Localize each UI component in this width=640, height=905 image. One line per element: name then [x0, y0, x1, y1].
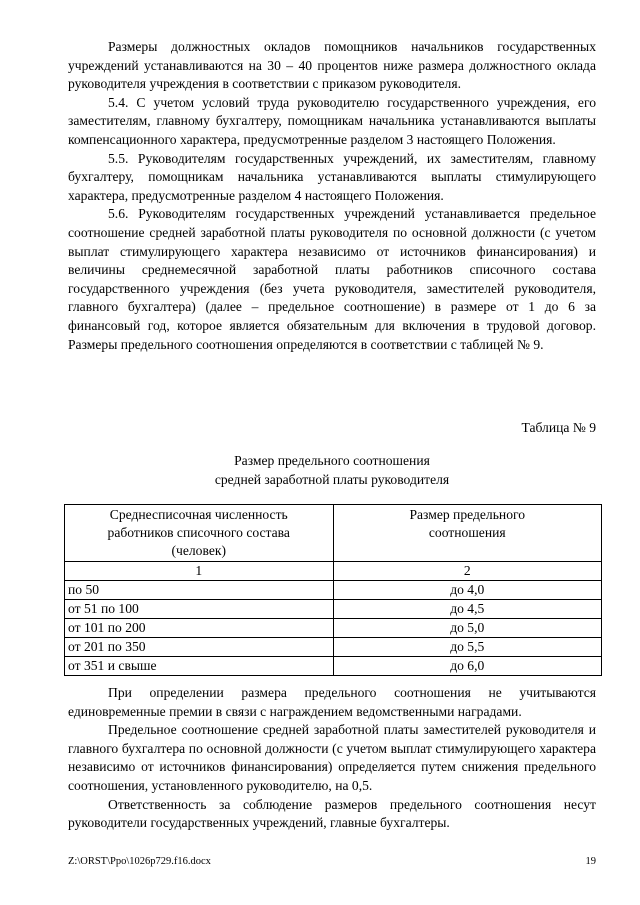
table-title-line2: средней заработной платы руководителя: [214, 471, 450, 487]
page-number: 19: [585, 856, 596, 867]
ratio-cell: до 4,0: [333, 581, 602, 600]
table-row: [65, 657, 602, 676]
paragraph-assistants-salary: Размеры должностных окладов помощников начальников государственных учреждений устанавливаются на 30 – 40 процентов ниже размера должностного оклада руководителя учреждения в соответствии с приказом руководителя.: [68, 39, 596, 92]
table-title-line1: Размер предельного соотношения: [234, 453, 430, 468]
table-row: [65, 581, 602, 600]
header-ratio: Размер предельного соотношения: [333, 505, 602, 562]
table-row: [65, 638, 602, 657]
table-caption: Таблица № 9: [521, 420, 596, 435]
bottom-text-block: [68, 684, 596, 833]
paragraph-responsibility: Ответственность за соблюдение размеров предельного соотношения несут руководители государственных учреждений, главные бухгалтеры.: [68, 796, 596, 831]
column-number-1: 1: [65, 562, 334, 581]
table-row: [65, 600, 602, 619]
paragraph-5-4: 5.4. С учетом условий труда руководителю государственного учреждения, его заместителям, главному бухгалтеру, помощникам начальника устанавливаются выплаты компенсационного характера, предусмотренные разделом 3 настоящего Положения.: [68, 94, 596, 147]
ratio-table: [64, 504, 602, 676]
ratio-cell: до 4,5: [333, 600, 602, 619]
table-number-row: [65, 562, 602, 581]
paragraph-deputies-ratio: Предельное соотношение средней заработной платы заместителей руководителя и главного бухгалтера по основной должности (с учетом выплат стимулирующего характера независимо от источников финансирования) определяется путем снижения предельного соотношения, установленного руководителю, на 0,5.: [68, 722, 596, 793]
paragraph-5-6: 5.6. Руководителям государственных учреждений устанавливается предельное соотношение средней заработной платы руководителя по основной должности (с учетом выплат стимулирующего характера независимо от источников финансирования) и величины среднемесячной заработной платы работников списочного состава государственного учреждения (без учета руководителя, заместителей руководителя, главного бухгалтера) (далее – предельное соотношение) в размере от 1 до 6 за финансовый год, которое является обязательным для включения в трудовой договор. Размеры предельного соотношения определяются в соответствии с таблицей № 9.: [68, 206, 596, 352]
ratio-cell: до 5,5: [333, 638, 602, 657]
header-headcount: Среднесписочная численность работников списочного состава (человек): [65, 505, 334, 562]
headcount-cell: по 50: [65, 581, 334, 600]
table-header-row: [65, 505, 602, 562]
column-number-2: 2: [333, 562, 602, 581]
top-text-block: [68, 38, 596, 354]
ratio-cell: до 6,0: [333, 657, 602, 676]
ratio-cell: до 5,0: [333, 619, 602, 638]
table-row: [65, 619, 602, 638]
headcount-cell: от 101 по 200: [65, 619, 334, 638]
headcount-cell: от 51 по 100: [65, 600, 334, 619]
paragraph-one-time-bonuses: При определении размера предельного соотношения не учитываются единовременные премии в связи с награждением ведомственными наградами.: [68, 685, 596, 719]
table-title: [68, 452, 596, 489]
headcount-cell: от 351 и свыше: [65, 657, 334, 676]
headcount-cell: от 201 по 350: [65, 638, 334, 657]
footer-file-path: Z:\ORST\Ppo\1026p729.f16.docx: [68, 856, 211, 867]
paragraph-5-5: 5.5. Руководителям государственных учреждений, их заместителям, главному бухгалтеру, помощникам начальника устанавливаются выплаты стимулирующего характера, предусмотренные разделом 4 настоящего Положения.: [68, 150, 596, 203]
